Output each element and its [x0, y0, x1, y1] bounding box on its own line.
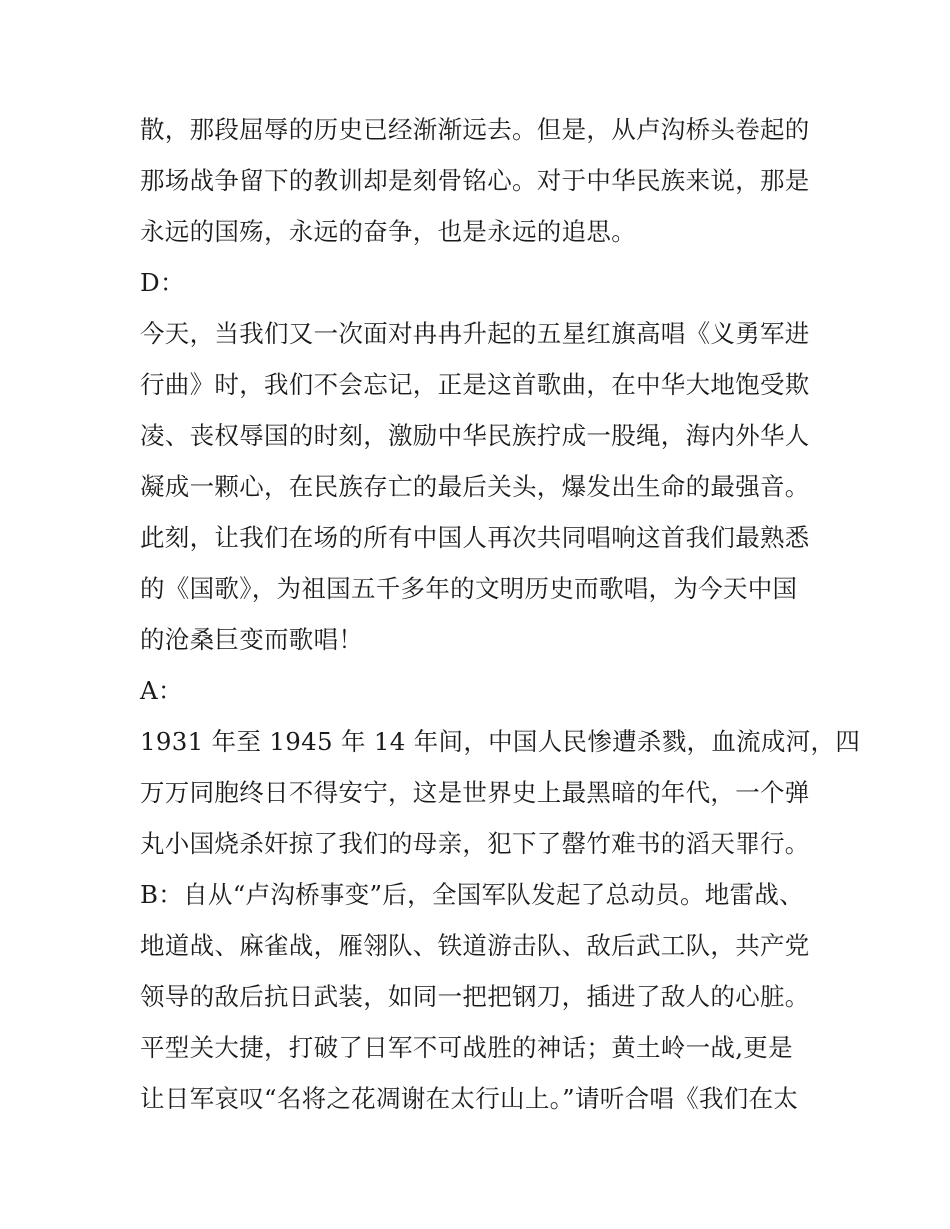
- text-line: 此刻，让我们在场的所有中国人再次共同唱响这首我们最熟悉: [140, 523, 810, 552]
- text-line: 凌、丧权辱国的时刻，激励中华民族拧成一股绳，海内外华人: [140, 421, 810, 450]
- text-line: B：自从“卢沟桥事变”后，全国军队发起了总动员。地雷战、: [140, 880, 804, 909]
- text-line: 的沧桑巨变而歌唱！: [140, 625, 364, 654]
- text-line: 万万同胞终日不得安宁，这是世界史上最黑暗的年代，一个弹: [140, 778, 810, 807]
- text-line: 凝成一颗心，在民族存亡的最后关头，爆发出生命的最强音。: [140, 472, 810, 501]
- text-line: 那场战争留下的教训却是刻骨铭心。对于中华民族来说，那是: [140, 166, 810, 195]
- text-line: 平型关大捷，打破了日军不可战胜的神话；黄土岭一战,更是: [140, 1033, 793, 1062]
- text-line: 丸小国烧杀奸掠了我们的母亲，犯下了罄竹难书的滔天罪行。: [140, 829, 810, 858]
- speaker-label-d: D：: [140, 268, 185, 297]
- text-line: 地道战、麻雀战，雁翎队、铁道游击队、敌后武工队，共产党: [140, 931, 810, 960]
- text-line: 的《国歌》，为祖国五千多年的文明历史而歌唱，为今天中国: [140, 574, 798, 603]
- text-line: 1931 年至 1945 年 14 年间，中国人民惨遭杀戮，血流成河，四: [140, 727, 861, 756]
- text-line: 散，那段屈辱的历史已经渐渐远去。但是，从卢沟桥头卷起的: [140, 115, 810, 144]
- text-line: 让日军哀叹“名将之花凋谢在太行山上。”请听合唱《我们在太: [140, 1084, 799, 1113]
- document-body: [140, 104, 861, 1124]
- text-line: 今天，当我们又一次面对冉冉升起的五星红旗高唱《义勇军进: [140, 319, 810, 348]
- speaker-label-a: A：: [140, 676, 183, 705]
- text-line: 领导的敌后抗日武装，如同一把把钢刀，插进了敌人的心脏。: [140, 982, 810, 1011]
- text-line: 行曲》时，我们不会忘记，正是这首歌曲，在中华大地饱受欺: [140, 370, 810, 399]
- text-line: 永远的国殇，永远的奋争，也是永远的追思。: [140, 217, 636, 246]
